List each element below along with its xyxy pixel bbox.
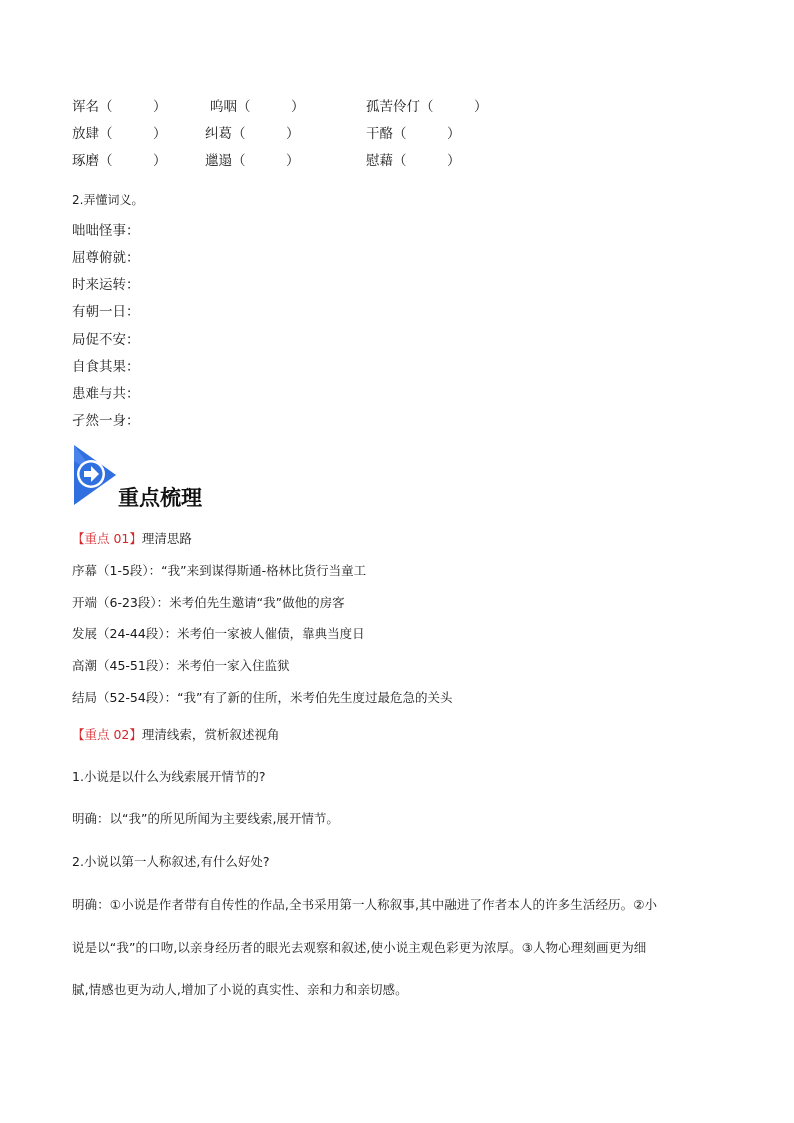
question: 2.小说以第一人称叙述,有什么好处?	[72, 854, 270, 869]
vocab-item: 诨名（ ）	[72, 99, 167, 115]
term-item: 屈尊俯就：	[72, 250, 140, 266]
answer-line: 明确：①小说是作者带有自传性的作品,全书采用第一人称叙事,其中融进了作者本人的许多生活经历。②小	[72, 897, 658, 912]
vocab-item: 呜咽（ ）	[210, 99, 305, 115]
point-label: 理清线索，赏析叙述视角	[141, 727, 280, 742]
term-item: 孑然一身：	[72, 413, 140, 429]
vocab-item: 放肆（ ）	[72, 126, 167, 142]
term-item: 时来运转：	[72, 277, 140, 293]
vocab-item: 干酪（ ）	[366, 126, 461, 142]
point-tag: 【重点 01】	[72, 531, 142, 546]
outline-line: 开端（6-23段）：米考伯先生邀请“我”做他的房客	[72, 595, 345, 610]
point-header	[72, 529, 192, 547]
term-item: 咄咄怪事：	[72, 223, 140, 239]
outline-line: 高潮（45-51段）：米考伯一家入住监狱	[72, 658, 290, 673]
arrow-right-circle-icon	[70, 443, 120, 507]
question: 1.小说是以什么为线索展开情节的?	[72, 769, 266, 784]
term-item: 局促不安：	[72, 332, 140, 348]
vocab-item: 纠葛（ ）	[205, 126, 300, 142]
answer-line: 说是以“我”的口吻,以亲身经历者的眼光去观察和叙述,使小说主观色彩更为浓厚。③人物心理刻画更为细	[72, 940, 647, 955]
vocab-item: 琢磨（ ）	[72, 153, 167, 169]
vocab-item: 邋遢（ ）	[205, 153, 300, 169]
term-item: 患难与共：	[72, 386, 140, 402]
point-header	[72, 725, 279, 743]
vocab-item: 慰藉（ ）	[366, 153, 461, 169]
outline-line: 结局（52-54段）：“我”有了新的住所，米考伯先生度过最危急的关头	[72, 690, 453, 705]
vocab-item: 孤苦伶仃（ ）	[366, 99, 488, 115]
answer-line: 腻,情感也更为动人,增加了小说的真实性、亲和力和亲切感。	[72, 982, 408, 997]
point-tag: 【重点 02】	[72, 727, 142, 742]
outline-line: 序幕（1-5段）：“我”来到谋得斯通-格林比货行当童工	[72, 563, 367, 578]
section-title: 重点梳理	[118, 486, 202, 510]
section-heading: 2.弄懂词义。	[72, 193, 144, 207]
outline-line: 发展（24-44段）：米考伯一家被人催债，靠典当度日	[72, 626, 365, 641]
term-item: 自食其果：	[72, 359, 140, 375]
answer: 明确：以“我”的所见所闻为主要线索,展开情节。	[72, 811, 339, 826]
point-label: 理清思路	[141, 531, 192, 546]
term-item: 有朝一日：	[72, 304, 140, 320]
